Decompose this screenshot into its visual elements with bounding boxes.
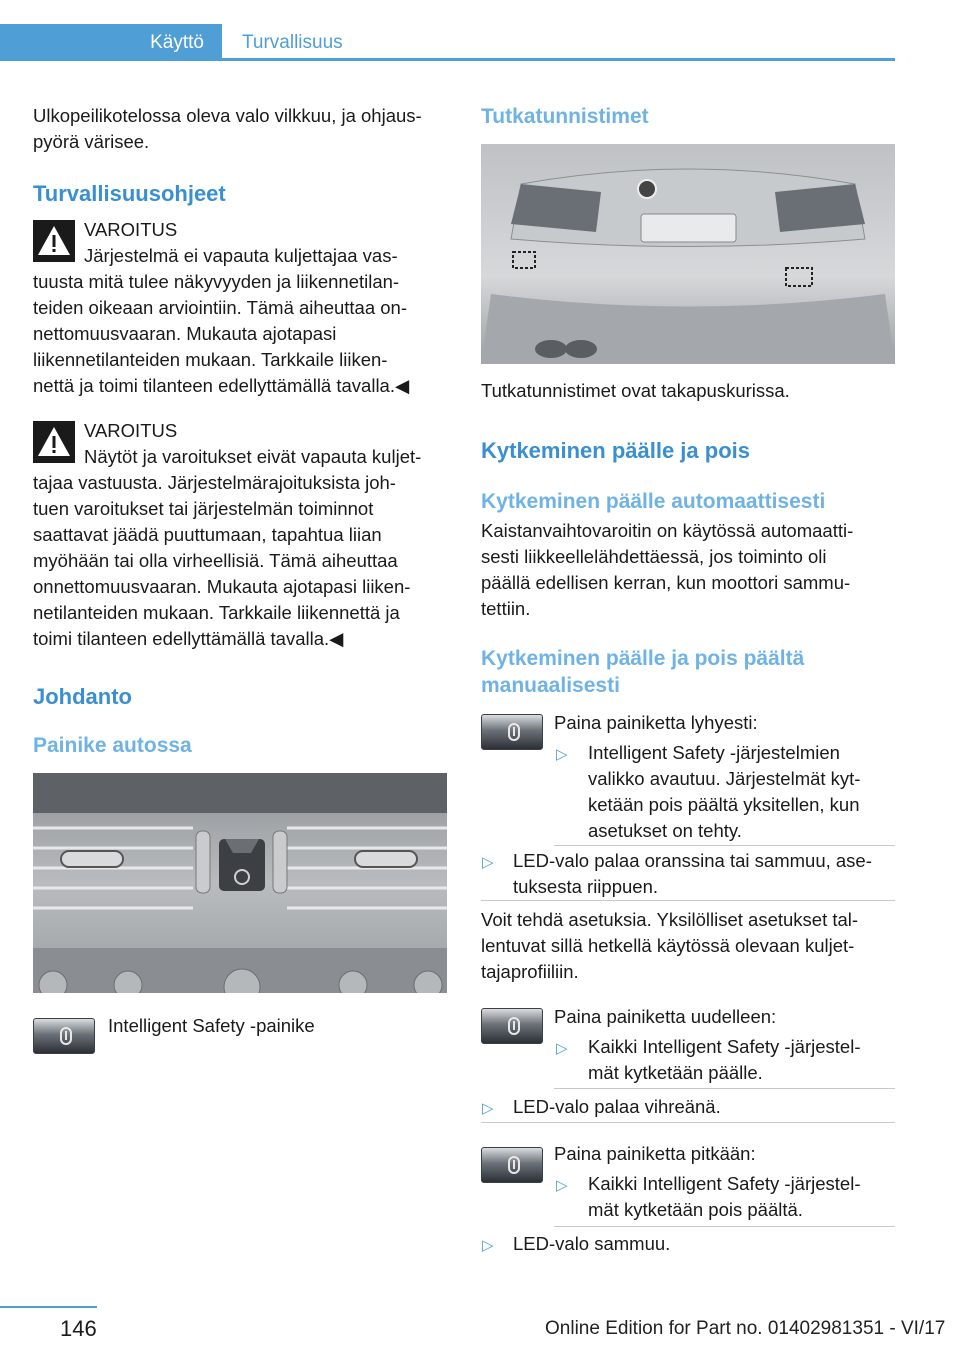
automatic-text: Kaistanvaihtovaroitin on käytössä automaatti- sesti liikkeellelähdettäessä, jos toiminto oli päällä edellisen kerran, kun moottori sammu- tettiin. [481,520,854,619]
bullet-icon: ▷ [482,1237,494,1254]
separator [481,900,895,901]
button-caption: Intelligent Safety -painike [108,1015,315,1036]
press-short-led: LED-valo palaa oranssina tai sammuu, ase- tuksesta riippuen. [513,850,872,897]
warning-triangle-icon [33,220,75,262]
press-short-sub: Intelligent Safety -järjestelmien valikko avautuu. Järjestelmät kyt- ketään pois päältä yksitellen, kun asetukset on tehty. [588,742,861,841]
dashboard-photo [33,773,447,993]
intelligent-safety-button-icon [33,1018,95,1054]
warning2-line: Näytöt ja varoitukset eivät vapauta kuljet- [84,446,422,467]
heading-on-off: Kytkeminen päälle ja pois [481,438,750,463]
separator [481,1122,895,1123]
heading-automatic: Kytkeminen päälle automaattisesti [481,490,826,513]
warning1-body: tuusta mitä tulee näkyvyyden ja liikennetilan- teiden oikeaan arviointiin. Tämä aiheuttaa on- nettomuusvaaran. Mukauta ajotapasi liikennetilanteiden mukaan. Tarkkaile liiken- nettä ja toimi tilanteen edellyttämällä tavalla.◀ [33,271,410,396]
press-long-sub: Kaikki Intelligent Safety -järjestel- mät kytketään pois päältä. [588,1173,861,1220]
tab-turvallisuus[interactable]: Turvallisuus [242,32,343,53]
bullet-icon: ▷ [556,1177,568,1194]
heading-manual: Kytkeminen päälle ja pois päältä manuaalisesti [481,647,805,697]
warning2-title: VAROITUS [84,420,178,441]
press-again-sub: Kaikki Intelligent Safety -järjestel- mät kytketään päälle. [588,1036,861,1083]
bullet-icon: ▷ [556,1040,568,1057]
warning1-title: VAROITUS [84,219,178,240]
footer-rule [0,1306,97,1308]
page-number: 146 [60,1316,97,1341]
press-short-text: Paina painiketta lyhyesti: [554,712,758,733]
bullet-icon: ▷ [482,1100,494,1117]
edition-text: Online Edition for Part no. 01402981351 - VI/17 [545,1318,946,1339]
separator [554,845,895,846]
heading-intro: Johdanto [33,684,132,709]
bullet-icon: ▷ [482,854,494,871]
press-long-led: LED-valo sammuu. [513,1233,671,1254]
press-again-led: LED-valo palaa vihreänä. [513,1096,721,1117]
intro-text: Ulkopeilikotelossa oleva valo vilkkuu, ja ohjaus- pyörä värisee. [33,105,422,152]
settings-text: Voit tehdä asetuksia. Yksilölliset asetukset tal- lentuvat sillä hetkellä käytössä olevaan kuljet- tajaprofiiliin. [481,909,859,982]
bullet-icon: ▷ [556,746,568,763]
radar-caption: Tutkatunnistimet ovat takapuskurissa. [481,380,790,401]
intelligent-safety-button-icon [481,714,543,750]
warning2-body: tajaa vastuusta. Järjestelmärajoituksista joh- tuen varoitukset tai järjestelmän toiminnot saattavat jäädä puuttumaan, tapahtua liian myöhään tai olla virheellisiä. Tämä aiheuttaa onnettomuusvaaran. Mukauta ajotapasi liiken- netilanteiden mukaan. Tarkkaile liikennettä ja toimi tilanteen edellyttämällä tavalla.◀ [33,472,411,649]
intelligent-safety-button-icon [481,1147,543,1183]
separator [554,1226,895,1227]
warning-triangle-icon [33,421,75,463]
heading-radar: Tutkatunnistimet [481,105,649,128]
press-again-text: Paina painiketta uudelleen: [554,1006,777,1027]
intelligent-safety-button-icon [481,1008,543,1044]
separator [554,1088,895,1089]
header-rule [0,58,895,61]
heading-safety: Turvallisuusohjeet [33,181,226,206]
car-rear-photo [481,144,895,364]
warning1-line: Järjestelmä ei vapauta kuljettajaa vas- [84,245,398,266]
tab-kaytto[interactable]: Käyttö [0,24,222,61]
press-long-text: Paina painiketta pitkään: [554,1143,756,1164]
heading-button-in-car: Painike autossa [33,734,192,757]
